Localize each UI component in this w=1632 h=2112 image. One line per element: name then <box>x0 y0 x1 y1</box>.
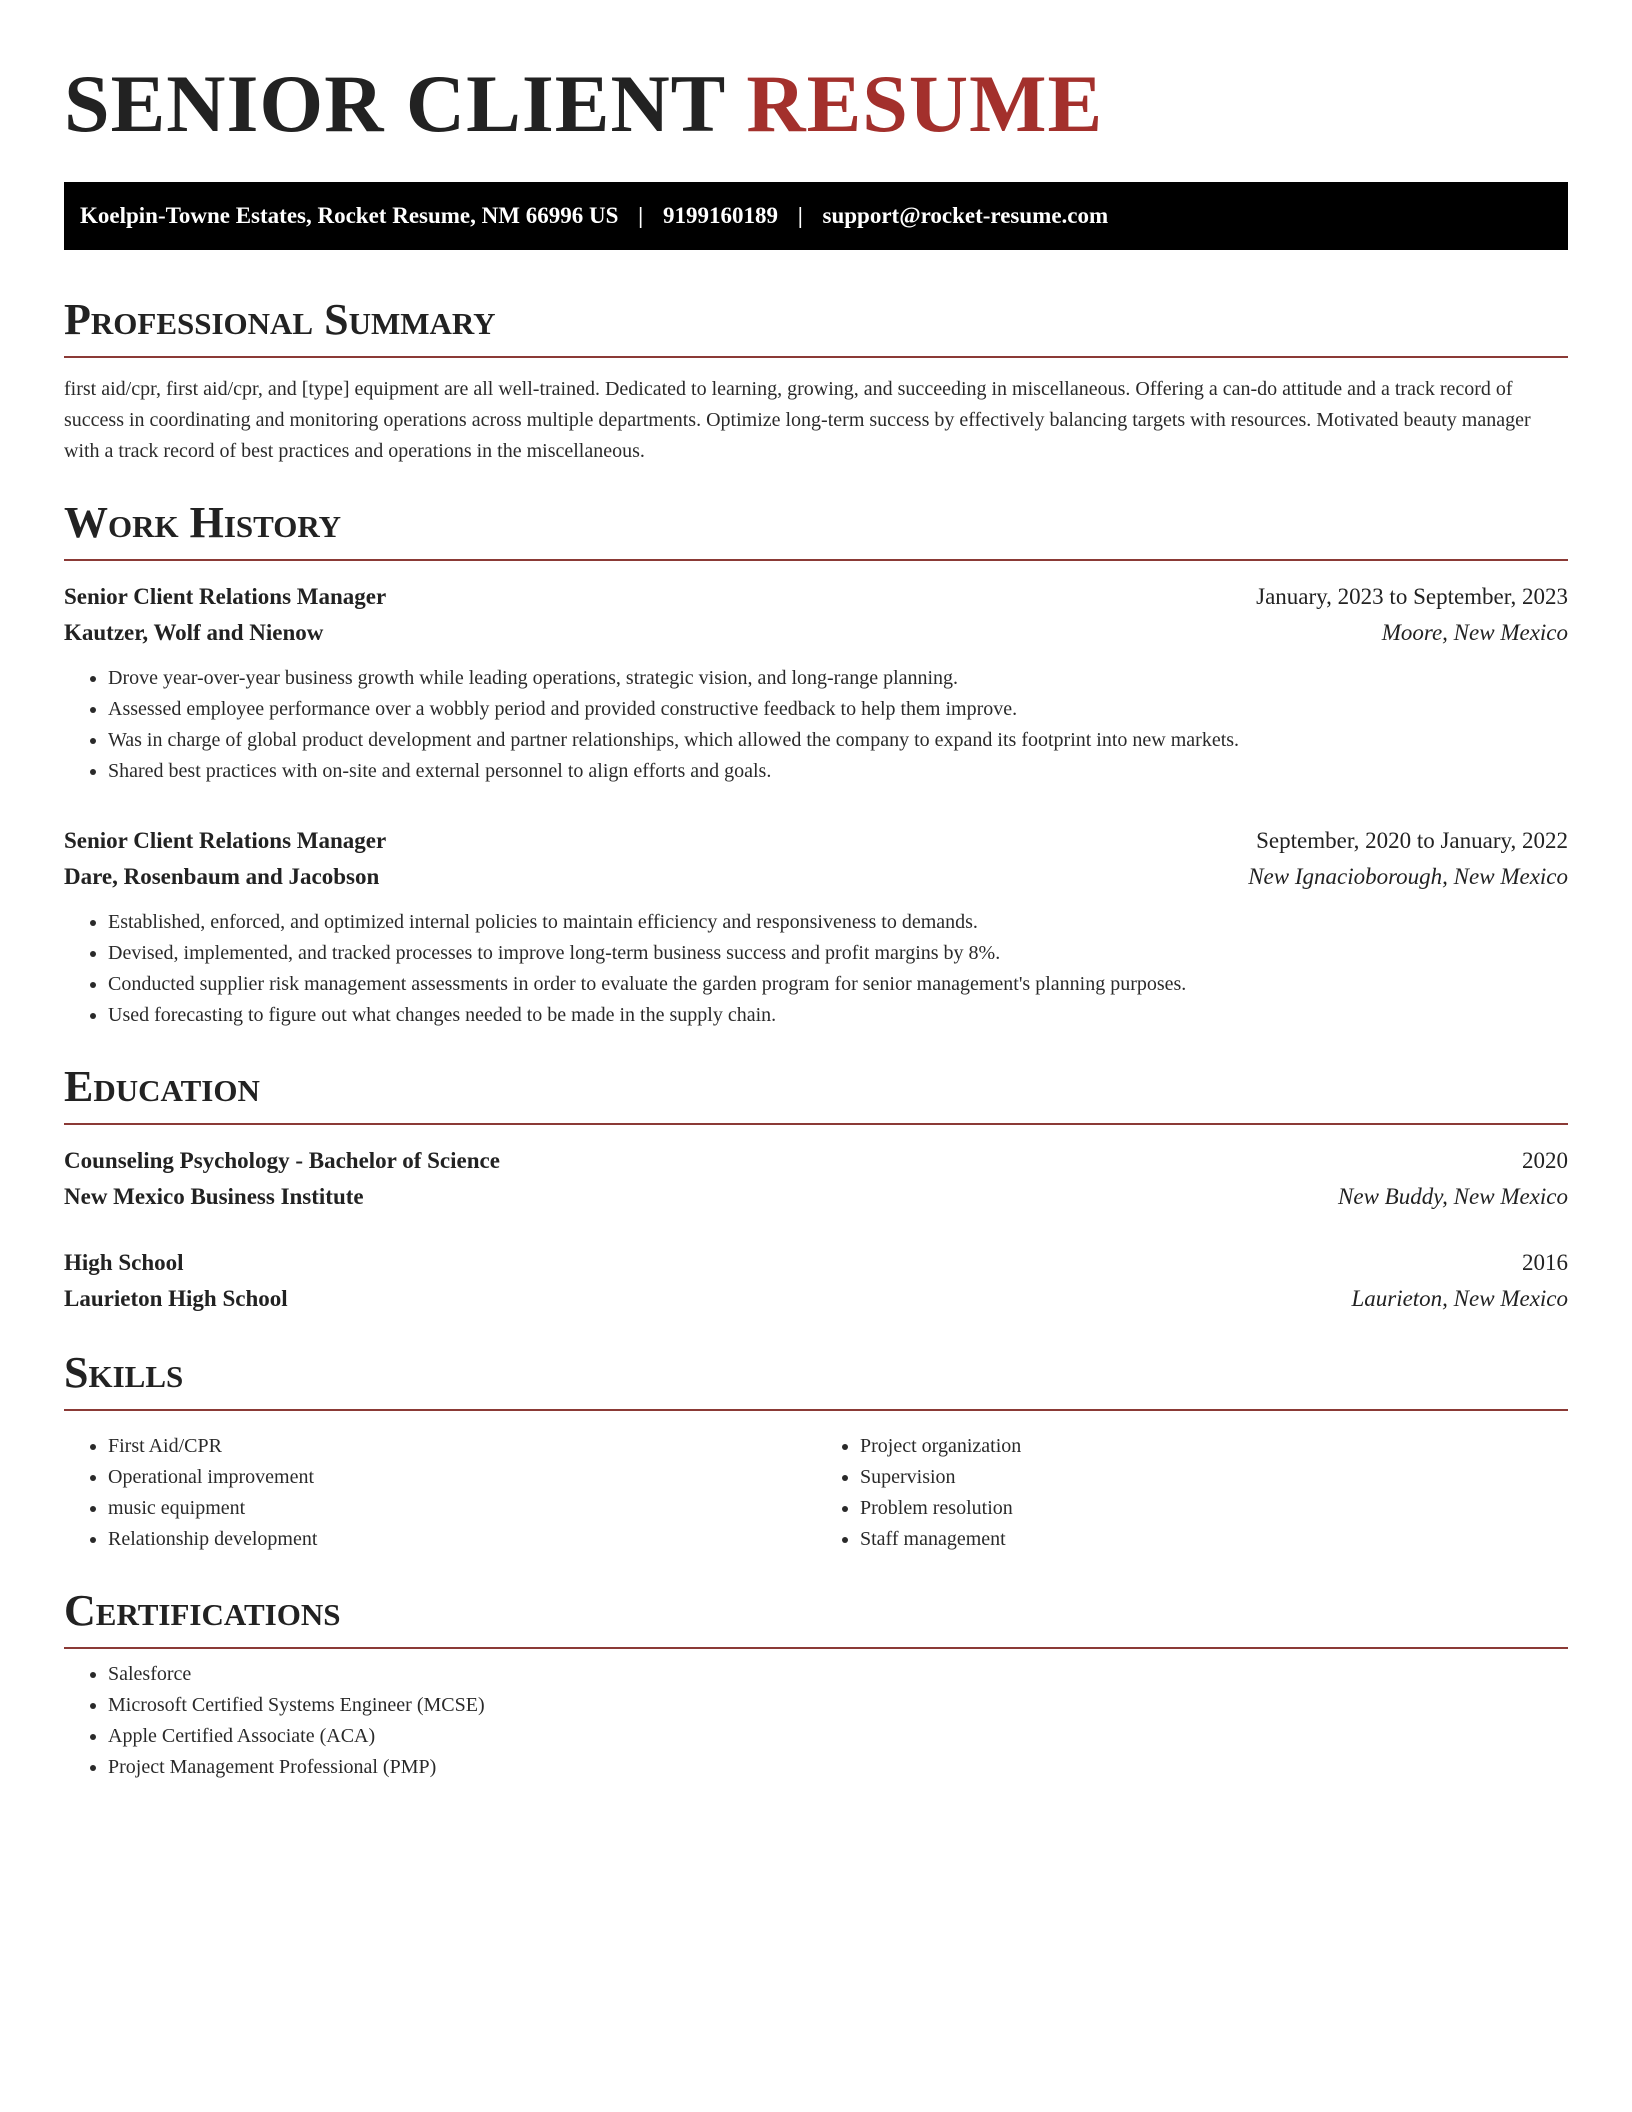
education-school-row <box>64 1179 1568 1215</box>
contact-phone[interactable]: 9199160189 <box>662 203 778 228</box>
job-location: Moore, New Mexico <box>1381 620 1568 645</box>
job-location: New Ignacioborough, New Mexico <box>1248 864 1568 889</box>
job-entry <box>64 823 1568 1031</box>
job-bullet: • Devised, implemented, and tracked processes to improve long-term business success and profit margins by 8%. <box>108 938 1568 969</box>
education-location: New Buddy, New Mexico <box>1338 1184 1568 1209</box>
skill-item: • Operational improvement <box>108 1462 816 1493</box>
title-accent: RESUME <box>746 58 1104 149</box>
education-school: Laurieton High School <box>64 1286 288 1311</box>
section-heading: Skills <box>64 1347 1568 1411</box>
skills-section <box>64 1347 1568 1555</box>
summary-section <box>64 294 1568 467</box>
skill-item: • First Aid/CPR <box>108 1431 816 1462</box>
job-bullet: • Was in charge of global product development and partner relationships, which allowed the company to expand its footprint into new markets. <box>108 725 1568 756</box>
section-heading: Education <box>64 1061 1568 1125</box>
job-title: Senior Client Relations Manager <box>64 584 387 609</box>
job-company: Dare, Rosenbaum and Jacobson <box>64 864 380 889</box>
job-company: Kautzer, Wolf and Nienow <box>64 620 324 645</box>
job-dates: January, 2023 to September, 2023 <box>1256 584 1568 609</box>
section-heading: Certifications <box>64 1585 1568 1649</box>
education-location: Laurieton, New Mexico <box>1351 1286 1568 1311</box>
certifications-section <box>64 1585 1568 1783</box>
title-main: SENIOR CLIENT <box>64 58 747 149</box>
education-entry <box>64 1245 1568 1317</box>
education-school: New Mexico Business Institute <box>64 1184 364 1209</box>
education-section <box>64 1061 1568 1317</box>
job-bullet: • Established, enforced, and optimized internal policies to maintain efficiency and responsiveness to demands. <box>108 907 1568 938</box>
skills-list-right <box>816 1431 1568 1555</box>
skills-grid <box>64 1421 1568 1555</box>
skills-list-left <box>64 1431 816 1555</box>
contact-separator: | <box>797 203 803 228</box>
summary-text: first aid/cpr, first aid/cpr, and [type] equipment are all well-trained. Dedicated to learning, growing, and succeeding in miscellaneous. Offering a can-do attitude and a track record of success in coordinating and monitoring operations across multiple departments. Optimize long-term success by effectively balancing targets with resources. Motivated beauty manager with a track record of best practices and operations in the miscellaneous. <box>64 378 1531 462</box>
education-school-row <box>64 1281 1568 1317</box>
job-bullet: • Shared best practices with on-site and external personnel to align efforts and goals. <box>108 756 1568 787</box>
contact-email[interactable]: support@rocket-resume.com <box>822 203 1109 228</box>
certification-item: • Salesforce <box>108 1659 1568 1690</box>
job-bullet: • Drove year-over-year business growth while leading operations, strategic vision, and long-range planning. <box>108 663 1568 694</box>
skill-item: • Supervision <box>860 1462 1568 1493</box>
skill-item: • Staff management <box>860 1524 1568 1555</box>
job-entry <box>64 579 1568 787</box>
contact-separator: | <box>638 203 644 228</box>
section-heading: Work History <box>64 497 1568 561</box>
job-header-row <box>64 579 1568 615</box>
job-title: Senior Client Relations Manager <box>64 828 387 853</box>
education-year: 2020 <box>1522 1148 1568 1173</box>
education-header-row <box>64 1245 1568 1281</box>
education-year: 2016 <box>1522 1250 1568 1275</box>
skill-item: • Relationship development <box>108 1524 816 1555</box>
resume-title <box>64 56 1568 152</box>
work-history-section <box>64 497 1568 1031</box>
certification-item: • Apple Certified Associate (ACA) <box>108 1721 1568 1752</box>
skill-item: • Problem resolution <box>860 1493 1568 1524</box>
job-dates: September, 2020 to January, 2022 <box>1256 828 1568 853</box>
job-company-row <box>64 615 1568 651</box>
education-header-row <box>64 1143 1568 1179</box>
certification-item: • Project Management Professional (PMP) <box>108 1752 1568 1783</box>
certifications-list <box>64 1659 1568 1783</box>
skill-item: • music equipment <box>108 1493 816 1524</box>
job-bullets <box>64 907 1568 1031</box>
section-heading: Professional Summary <box>64 294 1568 358</box>
job-company-row <box>64 859 1568 895</box>
job-header-row <box>64 823 1568 859</box>
education-degree: High School <box>64 1250 184 1275</box>
job-bullet: • Used forecasting to figure out what changes needed to be made in the supply chain. <box>108 1000 1568 1031</box>
education-degree: Counseling Psychology - Bachelor of Science <box>64 1148 500 1173</box>
certification-item: • Microsoft Certified Systems Engineer (MCSE) <box>108 1690 1568 1721</box>
skill-item: • Project organization <box>860 1431 1568 1462</box>
job-bullet: • Conducted supplier risk management assessments in order to evaluate the garden program for senior management's planning purposes. <box>108 969 1568 1000</box>
job-bullet: • Assessed employee performance over a wobbly period and provided constructive feedback to help them improve. <box>108 694 1568 725</box>
contact-address: Koelpin-Towne Estates, Rocket Resume, NM 66996 US <box>80 203 619 228</box>
job-bullets <box>64 663 1568 787</box>
contact-bar <box>64 182 1568 250</box>
education-entry <box>64 1143 1568 1215</box>
